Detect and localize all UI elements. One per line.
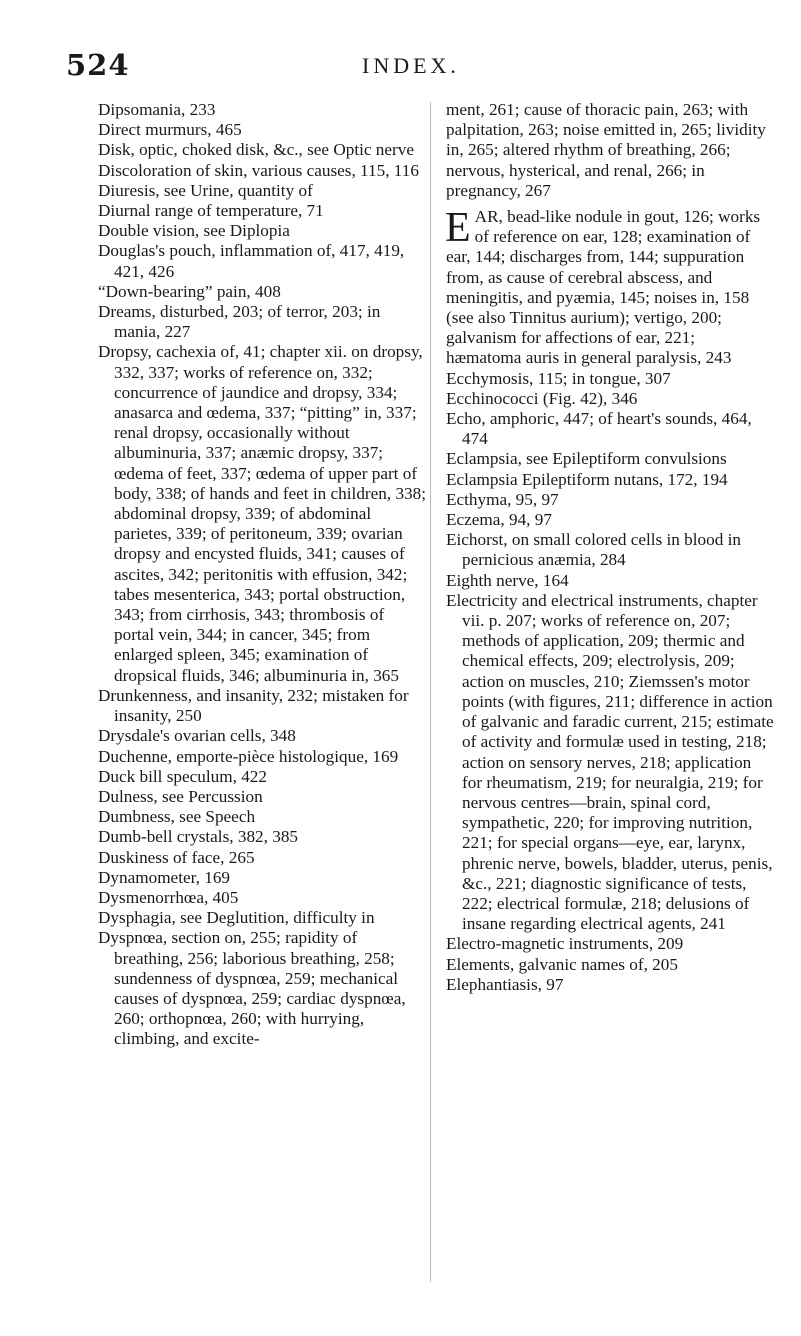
index-entry: Eczema, 94, 97 xyxy=(446,510,552,530)
index-entry: Dumb-bell crystals, 382, 385 xyxy=(98,827,299,847)
index-entry: Electricity and electrical instruments, chapter vii. p. 207; works of reference on, 207; methods of application, 209; thermic and chemical effects, 209; electrolysis, 209; action on muscles, 210; Ziemssen's motor points (with figures, 211; difference in action of galvanic and faradic current, 215; estimate of activity and formulæ used in testing, 218; action on sensory nerves, 218; application for rheumatism, 219; for neuralgia, 219; for nervous centres—brain, spinal cord, sympathetic, 220; for improving nutrition, 221; for special organs—eye, ear, larynx, phrenic nerve, bowels, bladder, uterus, penis, &c., 221; diagnostic significance of tests, 222; electrical formulæ, 218; delusions of insane regarding electrical agents, 241 xyxy=(446,590,774,934)
index-entry: Discoloration of skin, various causes, 115, 116 xyxy=(98,160,419,180)
index-entry: Eichorst, on small colored cells in blood in pernicious anæmia, 284 xyxy=(446,530,741,570)
index-entry: Dyspnœa, section on, 255; rapidity of breathing, 256; laborious breathing, 258; sundenness of dyspnœa, 259; mechanical causes of dyspnœa, 259; cardiac dyspnœa, 260; orthopnœa, 260; with hurrying, climbing, and excite- xyxy=(98,928,406,1049)
index-entry: Drysdale's ovarian cells, 348 xyxy=(98,726,296,746)
index-entry: Dumbness, see Speech xyxy=(98,807,256,827)
left-column xyxy=(98,100,426,1050)
index-entry: Duskiness of face, 265 xyxy=(98,847,255,867)
index-entry: Eclampsia Epileptiform nutans, 172, 194 xyxy=(446,469,728,489)
index-entry: Echo, amphoric, 447; of heart's sounds, 464, 474 xyxy=(446,409,752,449)
index-entry: Diurnal range of temperature, 71 xyxy=(98,201,324,221)
index-entry: Ecchinococci (Fig. 42), 346 xyxy=(446,388,638,408)
index-entry: Dreams, disturbed, 203; of terror, 203; in mania, 227 xyxy=(98,302,381,342)
index-entry: Electro-magnetic instruments, 209 xyxy=(446,934,684,954)
index-entry: Disk, optic, choked disk, &c., see Optic nerve xyxy=(98,140,414,160)
index-entry: Direct murmurs, 465 xyxy=(98,120,242,140)
index-entry: Dysmenorrhœa, 405 xyxy=(98,887,239,907)
continued-entry: ment, 261; cause of thoracic pain, 263; with palpitation, 263; noise emitted in, 265; lividity in, 265; altered rhythm of breathing, 266; nervous, hysterical, and renal, 266; in pregnancy, 267 xyxy=(446,100,766,200)
index-entry: Dysphagia, see Deglutition, difficulty in xyxy=(98,908,375,928)
index-entry: Eclampsia, see Epileptiform convulsions xyxy=(446,449,727,469)
index-entry: Dulness, see Percussion xyxy=(98,786,263,806)
page-header xyxy=(0,48,801,88)
index-entry: Double vision, see Diplopia xyxy=(98,221,290,241)
right-column xyxy=(446,100,774,995)
index-entry: Elephantiasis, 97 xyxy=(446,974,564,994)
index-entry: Dynamometer, 169 xyxy=(98,867,231,887)
running-head: INDEX. xyxy=(362,53,460,78)
column-divider xyxy=(430,102,431,1282)
ear-entry-text: AR, bead-like nodule in gout, 126; works of reference on ear, 128; examination of ear, 144; discharges from, 144; suppuration from, as cause of cerebral abscess, and meningitis, and pyæmia, 145; noises in, 158 (see also Tinnitus aurium); vertigo, 200; galvanism for affections of ear, 221; hæmatoma auris in general paralysis, 243 xyxy=(446,207,761,368)
index-entry: Eighth nerve, 164 xyxy=(446,570,569,590)
page-number: 524 xyxy=(66,48,130,82)
index-entry: Duck bill speculum, 422 xyxy=(98,766,267,786)
ear-entry xyxy=(446,207,774,369)
index-entry: Dipsomania, 233 xyxy=(98,100,216,119)
index-entry: Ecchymosis, 115; in tongue, 307 xyxy=(446,368,671,388)
index-entry: Ecthyma, 95, 97 xyxy=(446,489,559,509)
index-entry: Dropsy, cachexia of, 41; chapter xii. on dropsy, 332, 337; works of reference on, 332; concurrence of jaundice and dropsy, 334; anasarca and œdema, 337; “pitting” in, 337; renal dropsy, occasionally without albuminuria, 337; anæmic dropsy, 337; œdema of feet, 337; œdema of upper part of body, 338; of hands and feet in children, 338; abdominal dropsy, 339; of abdominal parietes, 339; of peritoneum, 339; ovarian dropsy and encysted fluids, 341; causes of ascites, 342; peritonitis with effusion, 342; tabes mesenterica, 343; portal obstruction, 343; from cirrhosis, 343; thrombosis of portal vein, 344; in cancer, 345; from enlarged spleen, 345; examination of dropsical fluids, 346; albuminuria in, 365 xyxy=(98,342,427,685)
index-entry: Diuresis, see Urine, quantity of xyxy=(98,180,313,200)
index-entry: Drunkenness, and insanity, 232; mistaken for insanity, 250 xyxy=(98,685,409,726)
index-entry: Douglas's pouch, inflammation of, 417, 419, 421, 426 xyxy=(98,241,405,281)
index-entry: “Down-bearing” pain, 408 xyxy=(98,281,281,301)
drop-cap-letter: E xyxy=(445,205,471,252)
index-entry: Elements, galvanic names of, 205 xyxy=(446,954,678,974)
index-entry: Duchenne, emporte-pièce histologique, 169 xyxy=(98,746,399,766)
